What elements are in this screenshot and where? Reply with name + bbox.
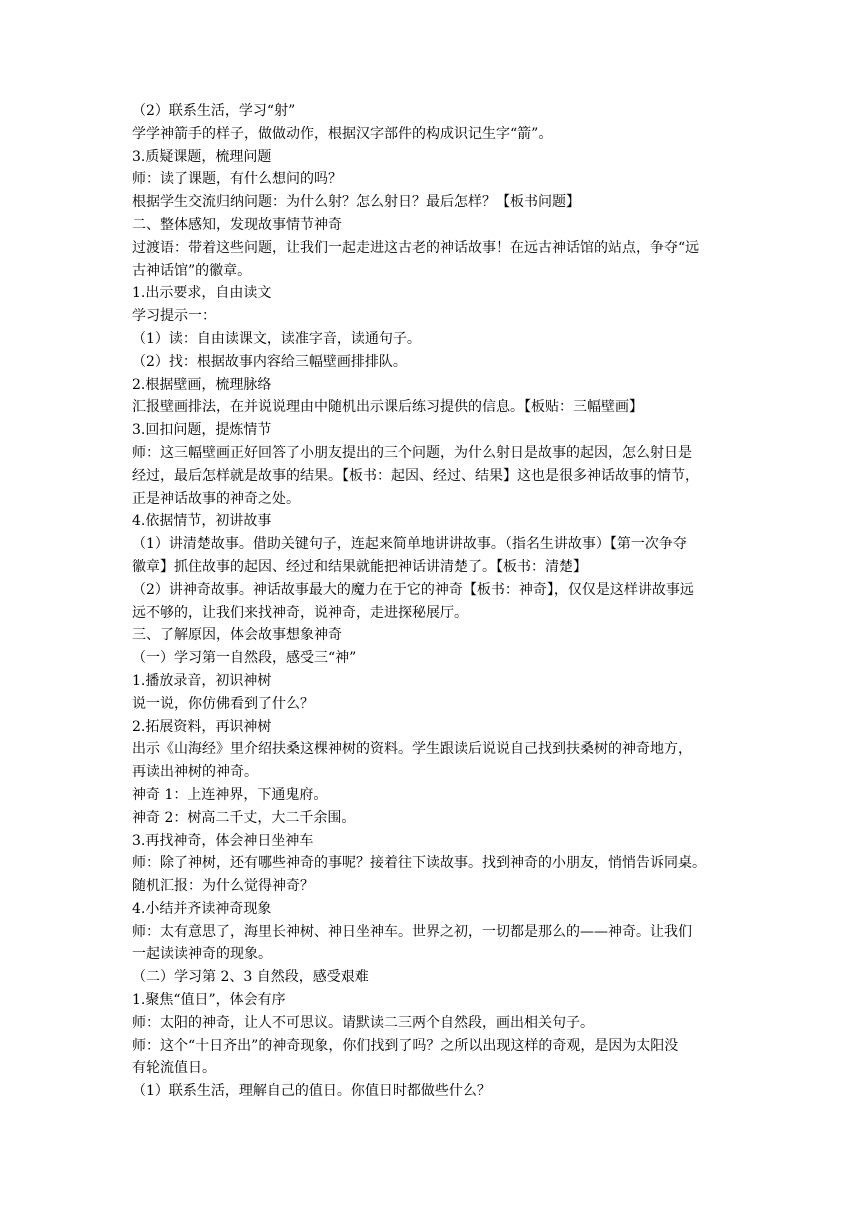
text-line: 师：这个“十日齐出”的神奇现象，你们找到了吗？之所以出现这样的奇观，是因为太阳没 [132, 1037, 679, 1054]
text-line: 再读出神树的神奇。 [132, 764, 258, 781]
text-line: 三、了解原因，体会故事想象神奇 [132, 627, 342, 644]
text-line: 随机汇报：为什么觉得神奇？ [132, 878, 314, 895]
document-page [132, 100, 730, 1103]
text-line: 神奇 2：树高二千丈，大二千余围。 [132, 809, 356, 826]
text-line: 一起读读神奇的现象。 [132, 946, 272, 963]
text-line: 师：太阳的神奇，让人不可思议。请默读二三两个自然段，画出相关句子。 [132, 1014, 594, 1031]
text-line: （1）联系生活，理解自己的值日。你值日时都做些什么？ [132, 1083, 491, 1100]
text-line: 过渡语：带着这些问题，让我们一起走进这古老的神话故事！在远古神话馆的站点，争夺“远 [132, 239, 700, 256]
text-line: 师：这三幅壁画正好回答了小朋友提出的三个问题，为什么射日是故事的起因，怎么射日是 [132, 444, 692, 461]
text-line: 正是神话故事的神奇之处。 [132, 490, 300, 507]
text-line: （2）找：根据故事内容给三幅壁画排排队。 [132, 353, 407, 370]
text-line: 3.质疑课题，梳理问题 [132, 148, 272, 165]
text-line: （二）学习第 2、3 自然段，感受艰难 [132, 969, 369, 986]
text-line: （1）读：自由读课文，读准字音，读通句子。 [132, 330, 421, 347]
text-line: 1.出示要求，自由读文 [132, 285, 272, 302]
text-line: （1）讲清楚故事。借助关键句子，连起来简单地讲讲故事。（指名生讲故事）【第一次争夺 [132, 536, 687, 553]
text-line: 1.播放录音，初识神树 [132, 672, 272, 689]
document-body [132, 100, 730, 1103]
text-line: 说一说，你仿佛看到了什么？ [132, 695, 314, 712]
text-line: 师：读了课题，有什么想问的吗？ [132, 171, 342, 188]
text-line: 2.根据壁画，梳理脉络 [132, 376, 272, 393]
text-line: 经过，最后怎样就是故事的结果。【板书：起因、经过、结果】这也是很多神话故事的情节， [132, 467, 699, 484]
text-line: 2.拓展资料，再识神树 [132, 718, 272, 735]
text-line: 学习提示一： [132, 308, 216, 325]
text-line: 3.回扣问题，提炼情节 [132, 422, 272, 439]
text-line: （2）讲神奇故事。神话故事最大的魔力在于它的神奇【板书：神奇】，仅仅是这样讲故事远 [132, 581, 694, 598]
text-line: 4.依据情节，初讲故事 [132, 513, 272, 530]
text-line: 神奇 1：上连神界，下通鬼府。 [132, 786, 328, 803]
text-line: （2）联系生活，学习“射” [132, 103, 296, 119]
text-line: 学学神箭手的样子，做做动作，根据汉字部件的构成识记生字“箭”。 [132, 125, 553, 142]
text-line: 师：除了神树，还有哪些神奇的事呢？接着往下读故事。找到神奇的小朋友，悄悄告诉同桌。 [132, 855, 706, 872]
text-line: 出示《山海经》里介绍扶桑这棵神树的资料。学生跟读后说说自己找到扶桑树的神奇地方， [132, 741, 692, 758]
text-line: 1.聚焦“值日”，体会有序 [132, 992, 286, 1009]
text-line: 4.小结并齐读神奇现象 [132, 900, 272, 917]
text-line: 远不够的，让我们来找神奇，说神奇，走进探秘展厅。 [132, 604, 468, 621]
text-line: 徽章】抓住故事的起因、经过和结果就能把神话讲清楚了。【板书：清楚】 [132, 558, 587, 575]
text-line: 师：太有意思了，海里长神树、神日坐神车。世界之初，一切都是那么的——神奇。让我们 [132, 923, 692, 940]
text-line: 3.再找神奇，体会神日坐神车 [132, 832, 314, 849]
text-line: 古神话馆”的徽章。 [132, 262, 252, 279]
text-line: 汇报壁画排法，在并说说理由中随机出示课后练习提供的信息。【板贴：三幅壁画】 [132, 399, 643, 416]
text-line: 有轮流值日。 [132, 1060, 216, 1077]
text-line: 根据学生交流归纳问题：为什么射？怎么射日？最后怎样？【板书问题】 [132, 194, 580, 211]
text-line: （一）学习第一自然段，感受三“神” [132, 650, 357, 667]
text-line: 二、整体感知，发现故事情节神奇 [132, 216, 342, 233]
